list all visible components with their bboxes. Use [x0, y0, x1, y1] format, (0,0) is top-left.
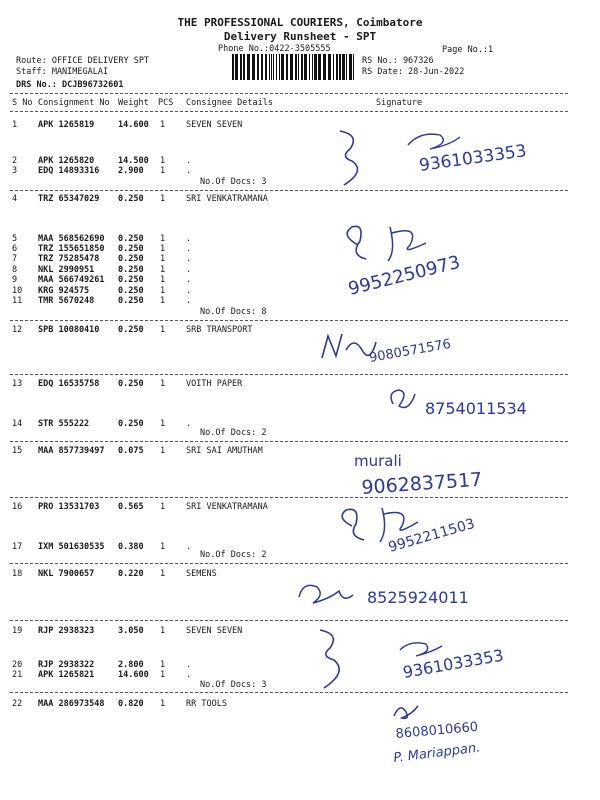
signature-group-4	[385, 378, 565, 428]
row-pcs: 1	[160, 244, 166, 254]
signature-phone: 9361033353	[401, 645, 505, 682]
barcode-bar	[346, 54, 347, 80]
signature-phone: 8608010660	[395, 719, 479, 742]
doc-count: No.Of Docs: 2	[200, 428, 267, 438]
signature-phone: 9952211503	[386, 515, 477, 556]
row-weight: 0.565	[118, 502, 144, 512]
divider	[10, 111, 568, 112]
row-sno: 10	[12, 286, 23, 296]
row-consignee: .	[186, 670, 192, 680]
barcode-bar	[336, 54, 338, 80]
barcode	[232, 54, 358, 80]
barcode-bar	[232, 54, 234, 80]
row-consignee: .	[186, 296, 192, 306]
row-consignment: STR 555222	[38, 419, 90, 429]
barcode-bar	[323, 54, 326, 80]
row-consignee: RR TOOLS	[186, 699, 227, 709]
rs-date: RS Date: 28-Jun-2022	[362, 67, 465, 77]
signature-name: P. Mariappan.	[392, 740, 482, 766]
signature-group-6	[330, 500, 530, 562]
row-weight: 14.500	[118, 156, 149, 166]
row-consignment: PRO 13531703	[38, 502, 100, 512]
barcode-bar	[247, 54, 250, 80]
signature-group-7	[295, 575, 505, 615]
row-pcs: 1	[160, 699, 166, 709]
row-consignee: .	[186, 660, 192, 670]
row-consignee: SRB TRANSPORT	[186, 325, 253, 335]
row-sno: 8	[12, 265, 18, 275]
col-pcs: PCS	[158, 98, 174, 108]
phone-number: Phone No.:0422-3505555	[218, 44, 331, 54]
barcode-bar	[281, 54, 284, 80]
route: Route: OFFICE DELIVERY SPT	[16, 56, 150, 66]
divider	[10, 692, 568, 693]
barcode-bar	[339, 54, 341, 80]
row-sno: 15	[12, 446, 23, 456]
row-consignment: APK 1265820	[38, 156, 95, 166]
col-sno: S No	[12, 98, 33, 108]
row-consignee: .	[186, 286, 192, 296]
row-consignee: SRI SAI AMUTHAM	[186, 446, 263, 456]
row-consignee: .	[186, 419, 192, 429]
row-weight: 0.250	[118, 286, 144, 296]
row-consignee: .	[186, 234, 192, 244]
row-consignee: SRI VENKATRAMANA	[186, 502, 268, 512]
row-pcs: 1	[160, 156, 166, 166]
row-pcs: 1	[160, 502, 166, 512]
row-weight: 0.250	[118, 244, 144, 254]
barcode-bar	[265, 54, 267, 80]
barcode-bar	[279, 54, 280, 80]
row-weight: 0.220	[118, 569, 144, 579]
drs-number: DRS No.: DCJB96732601	[16, 80, 124, 90]
row-weight: 2.900	[118, 166, 144, 176]
signature-phone: 9361033353	[417, 141, 528, 176]
row-pcs: 1	[160, 234, 166, 244]
barcode-bar	[312, 54, 313, 80]
divider	[10, 563, 568, 564]
divider	[10, 190, 568, 191]
row-sno: 13	[12, 379, 23, 389]
row-consignment: NKL 2990951	[38, 265, 95, 275]
row-consignment: EDQ 16535758	[38, 379, 100, 389]
row-pcs: 1	[160, 660, 166, 670]
row-sno: 20	[12, 660, 23, 670]
row-consignee: SEMENS	[186, 569, 217, 579]
col-consignee: Consignee Details	[186, 98, 273, 108]
signature-phone: 8525924011	[367, 588, 469, 607]
barcode-bar	[269, 54, 270, 80]
barcode-bar	[349, 54, 352, 80]
row-sno: 14	[12, 419, 23, 429]
signature-phone: 8754011534	[425, 399, 527, 418]
row-consignment: IXM 501630535	[38, 542, 105, 552]
row-consignment: MAA 286973548	[38, 699, 105, 709]
row-sno: 12	[12, 325, 23, 335]
row-consignee: SEVEN SEVEN	[186, 626, 243, 636]
barcode-bar	[252, 54, 255, 80]
signature-group-3	[318, 328, 498, 378]
row-sno: 16	[12, 502, 23, 512]
row-pcs: 1	[160, 275, 166, 285]
barcode-bar	[314, 54, 317, 80]
barcode-bar	[235, 54, 238, 80]
barcode-bar	[304, 54, 307, 80]
col-signature: Signature	[376, 98, 423, 108]
row-weight: 0.250	[118, 419, 144, 429]
signature-phone: 9952250973	[346, 251, 463, 300]
barcode-bar	[276, 54, 277, 80]
row-consignee: .	[186, 254, 192, 264]
row-consignment: SPB 10080410	[38, 325, 100, 335]
divider	[10, 93, 568, 94]
doc-count: No.Of Docs: 3	[200, 680, 267, 690]
divider	[10, 320, 568, 321]
row-consignment: TRZ 75285478	[38, 254, 100, 264]
barcode-bar	[261, 54, 263, 80]
col-consignment: Consignment No	[38, 98, 110, 108]
row-pcs: 1	[160, 120, 166, 130]
rs-number: RS No.: 967326	[362, 56, 434, 66]
barcode-bar	[240, 54, 242, 80]
row-pcs: 1	[160, 286, 166, 296]
signature-group-2	[330, 215, 560, 310]
row-sno: 6	[12, 244, 18, 254]
barcode-bar	[342, 54, 345, 80]
row-pcs: 1	[160, 670, 166, 680]
row-sno: 7	[12, 254, 18, 264]
row-sno: 19	[12, 626, 23, 636]
row-weight: 0.250	[118, 275, 144, 285]
row-pcs: 1	[160, 166, 166, 176]
row-pcs: 1	[160, 296, 166, 306]
signature-group-8	[300, 622, 530, 692]
barcode-bar	[309, 54, 310, 80]
row-sno: 11	[12, 296, 23, 306]
barcode-bar	[301, 54, 303, 80]
row-weight: 0.075	[118, 446, 144, 456]
row-pcs: 1	[160, 254, 166, 264]
row-sno: 2	[12, 156, 18, 166]
row-weight: 0.820	[118, 699, 144, 709]
barcode-bar	[290, 54, 293, 80]
row-consignment: TRZ 65347029	[38, 194, 100, 204]
row-weight: 14.600	[118, 120, 149, 130]
row-weight: 0.250	[118, 296, 144, 306]
row-sno: 22	[12, 699, 23, 709]
barcode-bar	[298, 54, 299, 80]
row-pcs: 1	[160, 265, 166, 275]
barcode-bar	[271, 54, 272, 80]
row-sno: 9	[12, 275, 18, 285]
row-consignment: KRG 924575	[38, 286, 90, 296]
row-consignment: NKL 7900657	[38, 569, 95, 579]
row-consignee: .	[186, 166, 192, 176]
signature-group-5	[348, 444, 548, 504]
doc-count: No.Of Docs: 2	[200, 550, 267, 560]
barcode-bar	[257, 54, 259, 80]
row-consignee: .	[186, 275, 192, 285]
row-weight: 0.250	[118, 379, 144, 389]
row-consignment: RJP 2938323	[38, 626, 95, 636]
barcode-bar	[286, 54, 288, 80]
row-sno: 5	[12, 234, 18, 244]
row-consignee: VOITH PAPER	[186, 379, 243, 389]
row-pcs: 1	[160, 194, 166, 204]
row-consignment: APK 1265821	[38, 670, 95, 680]
signature-group-1	[300, 115, 560, 190]
row-pcs: 1	[160, 569, 166, 579]
row-consignment: TMR 5670248	[38, 296, 95, 306]
row-consignee: SEVEN SEVEN	[186, 120, 243, 130]
row-sno: 1	[12, 120, 18, 130]
row-weight: 2.800	[118, 660, 144, 670]
row-pcs: 1	[160, 626, 166, 636]
row-consignment: MAA 566749261	[38, 275, 105, 285]
barcode-bar	[333, 54, 334, 80]
barcode-bar	[243, 54, 245, 80]
barcode-bar	[295, 54, 297, 80]
row-weight: 0.250	[118, 325, 144, 335]
signature-phone: 9062837517	[360, 468, 483, 499]
row-weight: 14.600	[118, 670, 149, 680]
row-weight: 3.050	[118, 626, 144, 636]
row-pcs: 1	[160, 446, 166, 456]
row-weight: 0.250	[118, 265, 144, 275]
row-consignment: MAA 568562690	[38, 234, 105, 244]
row-sno: 17	[12, 542, 23, 552]
row-consignee: SRI VENKATRAMANA	[186, 194, 268, 204]
document-title: Delivery Runsheet - SPT	[223, 30, 377, 43]
barcode-bar	[318, 54, 321, 80]
row-sno: 21	[12, 670, 23, 680]
row-weight: 0.250	[118, 234, 144, 244]
row-weight: 0.250	[118, 254, 144, 264]
col-weight: Weight	[118, 98, 149, 108]
row-consignee: .	[186, 156, 192, 166]
row-weight: 0.380	[118, 542, 144, 552]
signature-group-9	[388, 696, 578, 768]
doc-count: No.Of Docs: 8	[200, 307, 267, 317]
row-consignment: APK 1265819	[38, 120, 95, 130]
barcode-bar	[328, 54, 331, 80]
row-consignee: .	[186, 244, 192, 254]
row-consignment: TRZ 155651850	[38, 244, 105, 254]
signature-phone: 9080571576	[368, 336, 453, 366]
row-sno: 4	[12, 194, 18, 204]
row-sno: 18	[12, 569, 23, 579]
company-name: THE PROFESSIONAL COURIERS, Coimbatore	[177, 16, 423, 29]
divider	[10, 441, 568, 442]
row-pcs: 1	[160, 419, 166, 429]
row-consignment: RJP 2938322	[38, 660, 95, 670]
row-consignment: EDQ 14893316	[38, 166, 100, 176]
row-pcs: 1	[160, 379, 166, 389]
barcode-bar	[353, 54, 354, 80]
row-weight: 0.250	[118, 194, 144, 204]
row-pcs: 1	[160, 542, 166, 552]
signature-name: murali	[354, 452, 402, 470]
barcode-bar	[273, 54, 274, 80]
row-consignee: .	[186, 542, 192, 552]
row-sno: 3	[12, 166, 18, 176]
doc-count: No.Of Docs: 3	[200, 177, 267, 187]
divider	[10, 620, 568, 621]
row-consignment: MAA 857739497	[38, 446, 105, 456]
page-number: Page No.:1	[442, 45, 494, 55]
row-consignee: .	[186, 265, 192, 275]
staff: Staff: MANIMEGALAI	[16, 67, 109, 77]
row-pcs: 1	[160, 325, 166, 335]
